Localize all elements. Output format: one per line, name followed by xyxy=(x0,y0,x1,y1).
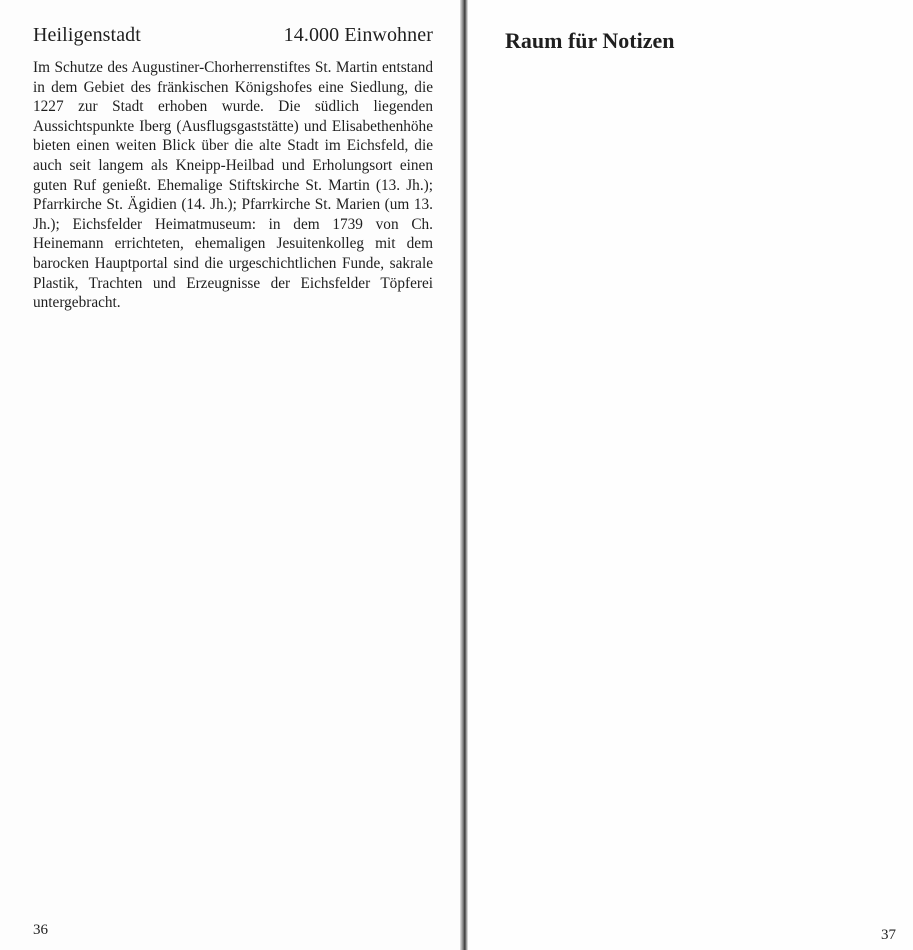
book-gutter xyxy=(460,0,468,950)
notes-title: Raum für Notizen xyxy=(505,28,675,53)
description-paragraph: Im Schutze des Augustiner-Chorherrenstiftes St. Martin entstand in dem Gebiet des fränkischen Königshofes eine Siedlung, die 1227 zur Stadt erhoben wurde. Die südlich liegenden Aussichtspunkte Iberg (Ausflugsgaststätte) und Elisabethenhöhe bieten einen weiten Blick über die alte Stadt im Eichsfeld, die auch seit langem als Kneipp-Heilbad und Erholungsort einen guten Ruf genießt. Ehemalige Stiftskirche St. Martin (13. Jh.); Pfarrkirche St. Ägidien (14. Jh.); Pfarrkirche St. Marien (um 13. Jh.); Eichsfelder Heimatmuseum: in dem 1739 von Ch. Heinemann errichteten, ehemaligen Jesuitenkolleg mit dem barocken Hauptportal sind die urgeschichtlichen Funde, sakrale Plastik, Trachten und Erzeugnisse der Eichsfelder Töpferei untergebracht. xyxy=(33,59,433,312)
entry-header xyxy=(33,24,433,47)
page-number-left: 36 xyxy=(33,922,48,938)
town-name: Heiligenstadt xyxy=(33,24,141,46)
population: 14.000 Einwohner xyxy=(283,24,433,46)
page-number-right: 37 xyxy=(881,927,896,943)
town-description xyxy=(33,58,433,313)
right-page xyxy=(468,0,913,950)
